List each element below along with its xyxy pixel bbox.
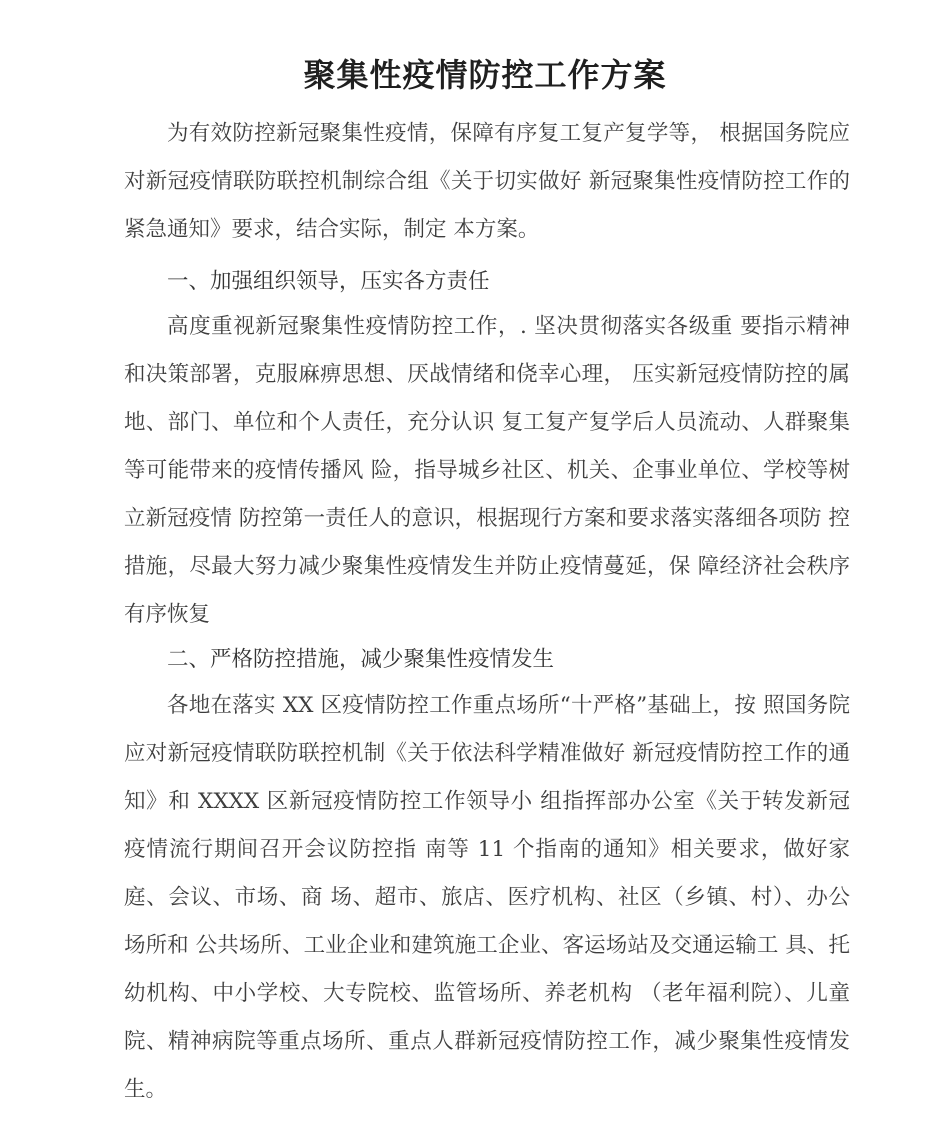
document-title: 聚集性疫情防控工作方案 (303, 56, 667, 94)
intro-paragraph: 为有效防控新冠聚集性疫情，保障有序复工复产复学等， 根据国务院应对新冠疫情联防联控机制综合组《关于切实做好 新冠聚集性疫情防控工作的紧急通知》要求，结合实际，制定 本方案。 (124, 121, 850, 242)
section-heading-2: 二、严格防控措施，减少聚集性疫情发生 (167, 647, 555, 672)
section-body-2: 各地在落实 XX 区疫情防控工作重点场所“十严格”基础上，按 照国务院应对新冠疫情联防联控机制《关于依法科学精准做好 新冠疫情防控工作的通知》和 XXXX 区新冠疫情防控工作领导小 组指挥部办公室《关于转发新冠疫情流行期间召开会议防控指 南等 11 个指南的通知》相关要求，做好家庭、会议、市场、商 场、超市、旅店、医疗机构、社区（乡镇、村）、办公场所和 公共场所、工业企业和建筑施工企业、客运场站及交通运输工 具、托幼机构、中小学校、大专院校、监管场所、养老机构 （老年福利院）、儿童院、精神病院等重点场所、重点人群新冠疫情防控工作，减少聚集性疫情发生。 (124, 693, 850, 1102)
section-body-1: 高度重视新冠聚集性疫情防控工作，. 坚决贯彻落实各级重 要指示精神和决策部署，克服麻痹思想、厌战情绪和侥幸心理， 压实新冠疫情防控的属地、部门、单位和个人责任，充分认识 复工复产复学后人员流动、人群聚集等可能带来的疫情传播风 险，指导城乡社区、机关、企事业单位、学校等树立新冠疫情 防控第一责任人的意识，根据现行方案和要求落实落细各项防 控措施，尽最大努力减少聚集性疫情发生并防止疫情蔓延，保 障经济社会秩序有序恢复 (124, 314, 850, 627)
section-heading-1: 一、加强组织领导，压实各方责任 (167, 269, 490, 294)
